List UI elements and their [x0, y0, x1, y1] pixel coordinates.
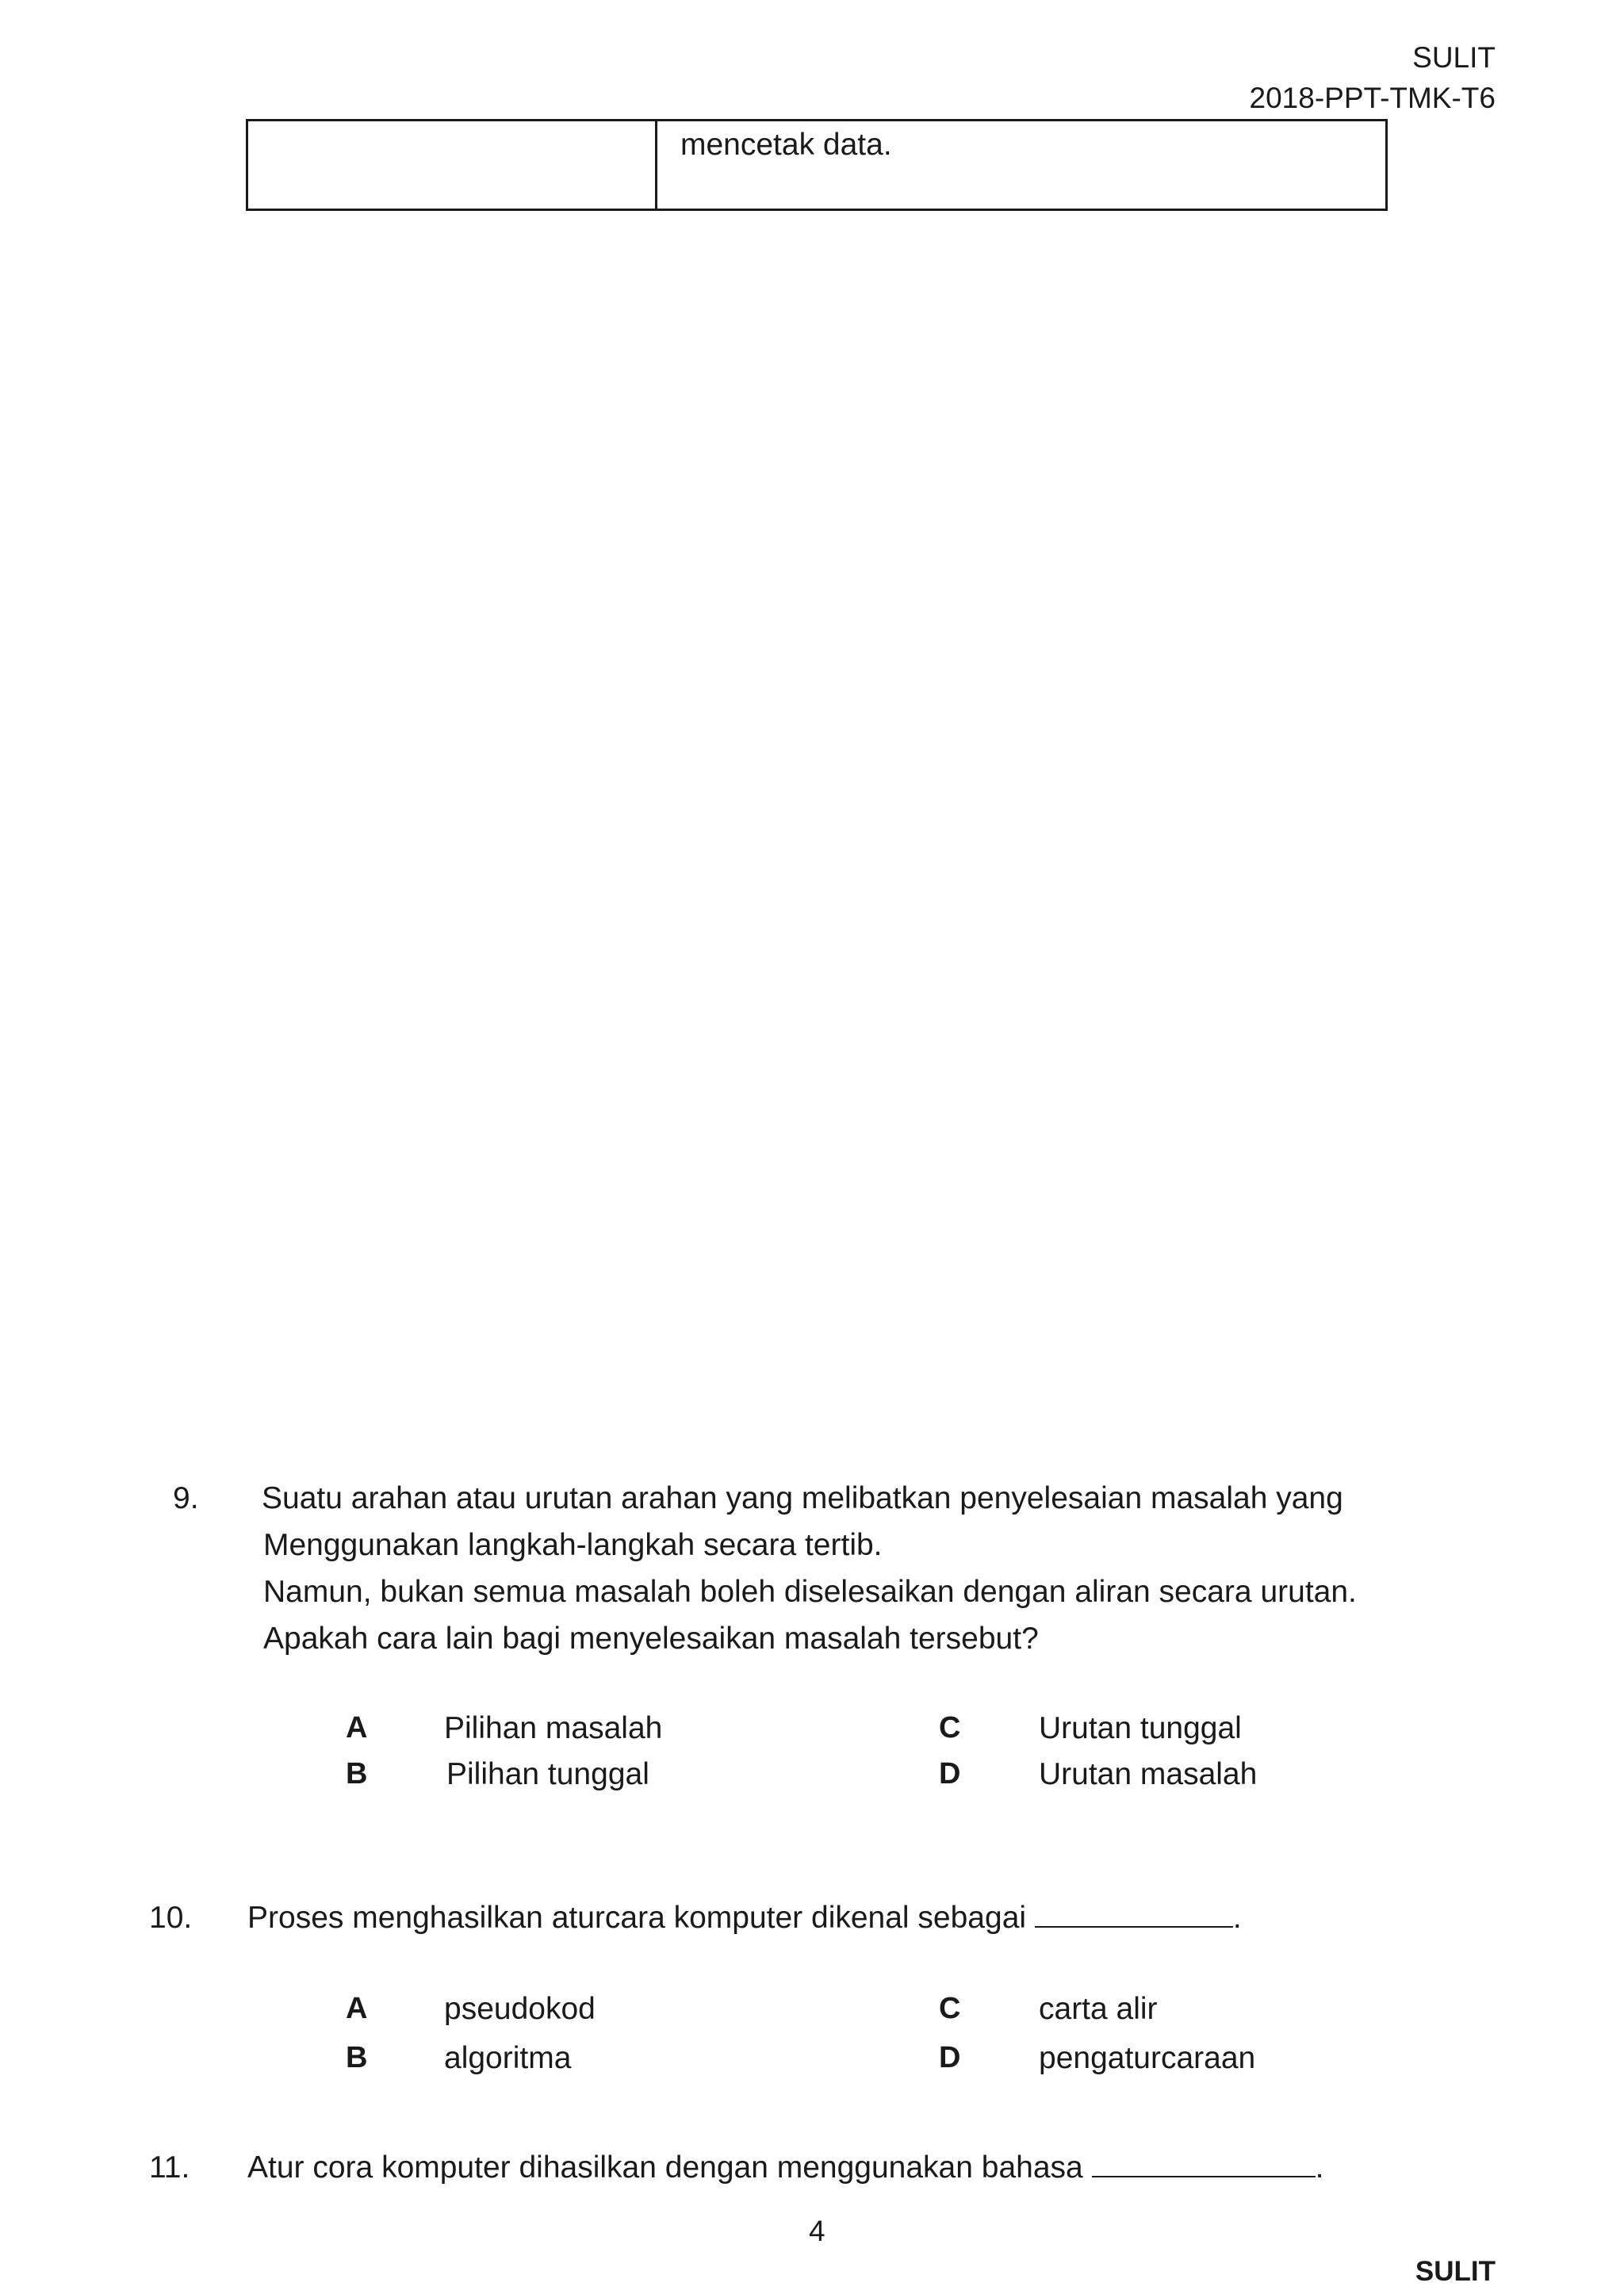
- question-line: Suatu arahan atau urutan arahan yang melibatkan penyelesaian masalah yang: [262, 1481, 1343, 1515]
- option-b-text[interactable]: Pilihan tunggal: [446, 1757, 649, 1791]
- question-number: 10.: [149, 1901, 193, 1935]
- footer-classification: SULIT: [1415, 2256, 1496, 2287]
- option-d-letter: D: [939, 1757, 961, 1790]
- option-a-letter: A: [346, 1711, 368, 1744]
- option-d-text[interactable]: pengaturcaraan: [1039, 2041, 1256, 2075]
- option-c-text[interactable]: Urutan tunggal: [1039, 1711, 1242, 1745]
- question-line: Apakah cara lain bagi menyelesaikan masalah tersebut?: [263, 1622, 1039, 1656]
- option-a-text[interactable]: Pilihan masalah: [444, 1711, 663, 1745]
- option-b-letter: B: [346, 2041, 368, 2074]
- answer-blank: [1035, 1902, 1233, 1928]
- option-d-text[interactable]: Urutan masalah: [1039, 1757, 1258, 1791]
- question-stem: Atur cora komputer dihasilkan dengan menggunakan bahasa: [247, 2150, 1083, 2185]
- option-c-letter: C: [939, 1711, 961, 1744]
- option-b-text[interactable]: algoritma: [444, 2041, 572, 2075]
- question-text: [247, 1901, 1242, 1936]
- answer-blank: [1092, 2152, 1316, 2177]
- option-a-letter: A: [346, 1992, 368, 2025]
- document-code: 2018-PPT-TMK-T6: [1249, 82, 1496, 114]
- option-c-letter: C: [939, 1992, 961, 2025]
- page-number: 4: [809, 2215, 825, 2247]
- question-text: [247, 2150, 1323, 2185]
- option-c-text[interactable]: carta alir: [1039, 1992, 1158, 2026]
- question-number: 11.: [149, 2150, 190, 2185]
- option-a-text[interactable]: pseudokod: [444, 1992, 596, 2026]
- question-end: .: [1232, 1901, 1242, 1935]
- question-number: 9.: [173, 1481, 199, 1515]
- table-fragment: [246, 119, 1388, 211]
- option-d-letter: D: [939, 2041, 961, 2074]
- table-cell-text: mencetak data.: [680, 128, 892, 162]
- table-divider: [655, 121, 657, 209]
- question-line: Menggunakan langkah-langkah secara tertib.: [263, 1528, 883, 1562]
- question-line: Namun, bukan semua masalah boleh diselesaikan dengan aliran secara urutan.: [263, 1575, 1357, 1609]
- option-b-letter: B: [346, 1757, 368, 1790]
- header-classification: SULIT: [1412, 41, 1496, 74]
- question-stem: Proses menghasilkan aturcara komputer dikenal sebagai: [247, 1901, 1027, 1935]
- question-end: .: [1315, 2150, 1324, 2185]
